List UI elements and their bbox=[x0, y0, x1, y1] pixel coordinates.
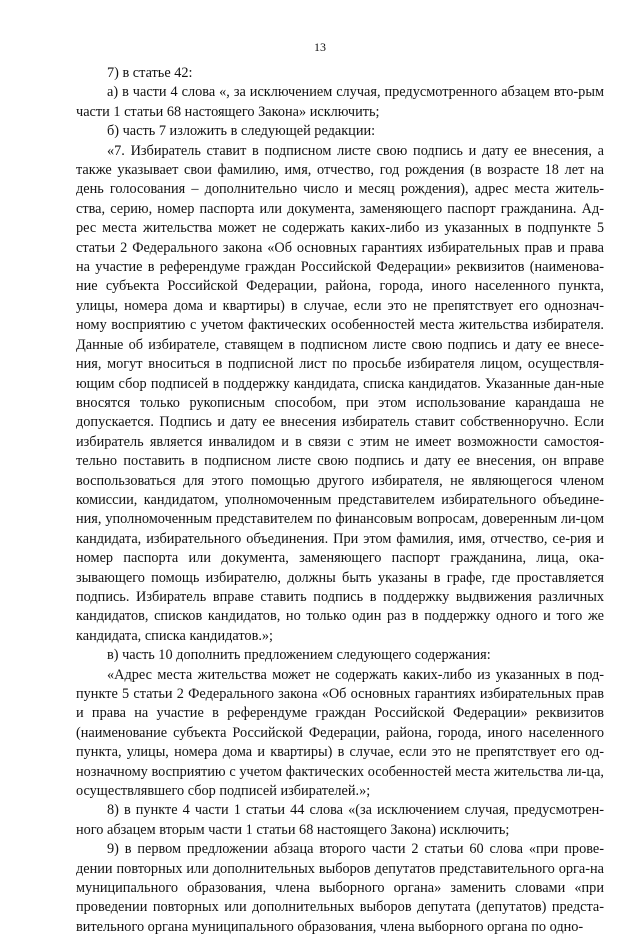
paragraph-item-v: в) часть 10 дополнить предложением следующего содержания: bbox=[107, 647, 491, 664]
paragraph-article-42-heading: 7) в статье 42: bbox=[107, 65, 193, 81]
paragraph-item-8: 8) в пункте 4 части 1 статьи 44 слова «(за исключением случая, предусмотрен-ного абзацем вторым части 1 статьи 68 настоящего Закона) исключить; bbox=[76, 802, 604, 838]
paragraph-item-a: а) в части 4 слова «, за исключением случая, предусмотренного абзацем вто-рым части 1 статьи 68 настоящего Закона» исключить; bbox=[76, 84, 604, 120]
paragraph-part-7-text: «7. Избиратель ставит в подписном листе свою подпись и дату ее внесения, а также указывает свои фамилию, имя, отчество, год рождения (в возрасте 18 лет на день голосования – дополнительно число и месяц рождения), адрес места житель-ства, серию, номер паспорта или документа, заменяющего паспорт гражданина. Ад-рес места жительства может не содержать каких-либо из указанных в подпункте 5 статьи 2 Федерального закона «Об основных гарантиях избирательных прав и права на участие в референдуме граждан Российской Федерации» реквизитов (наименова-ние субъекта Российской Федерации, района, города, иного населенного пункта, улицы, номера дома и квартиры) в случае, если это не препятствует его однознач-ному восприятию с учетом фактических особенностей места жительства избирателя. Данные об избирателе, ставящем в подписном листе свою подпись и дату ее внесе-ния, могут вноситься в подписной лист по просьбе избирателя лицом, осуществля-ющим сбор подписей в поддержку кандидата, списка кандидатов. Указанные дан-ные вносятся только рукописным способом, при этом использование карандаша не допускается. Подпись и дату ее внесения избиратель ставит собственноручно. Если избиратель является инвалидом и в связи с этим не имеет возможности самостоя-тельно поставить в подписном листе свою подпись и дату ее внесения, он вправе воспользоваться для этого помощью другого избирателя, не являющегося членом комиссии, кандидатом, уполномоченным представителем избирательного объедине-ния, уполномоченным представителем по финансовым вопросам, доверенным ли-цом кандидата, избирательного объединения. При этом фамилия, имя, отчество, се-рия и номер паспорта или документа, заменяющего паспорт гражданина, лица, ока-зывающего помощь избирателю, должны быть указаны в графе, где проставляется подпись. Избиратель вправе ставить подпись в поддержку выдвижения различных кандидатов, списков кандидатов, но только один раз в поддержку одного и того же кандидата, списка кандидатов.»; bbox=[76, 142, 604, 644]
paragraph-address-sentence: «Адрес места жительства может не содержать каких-либо из указанных в под-пункте 5 статьи 2 Федерального закона «Об основных гарантиях избирательных прав и права на участие в референдуме граждан Российской Федерации» реквизитов (наименование субъекта Российской Федерации, района, города, иного населенного пункта, улицы, номера дома и квартиры) в случае, если это не препятствует его од-нозначному восприятию с учетом фактических особенностей места жительства ли-ца, осуществлявшего сбор подписей избирателей.»; bbox=[76, 666, 604, 800]
document-body bbox=[76, 64, 604, 937]
paragraph-item-9: 9) в первом предложении абзаца второго части 2 статьи 60 слова «при прове-дении повторных или дополнительных выборов депутатов представительного орга-на муниципального образования, члена выборного органа» заменить словами «при проведении повторных или дополнительных выборов депутата (депутатов) предста-вительного органа муниципального образования, члена выборного органа по одно- bbox=[76, 841, 604, 935]
paragraph-item-b: б) часть 7 изложить в следующей редакции: bbox=[107, 123, 376, 140]
page-number: 13 bbox=[314, 40, 326, 54]
